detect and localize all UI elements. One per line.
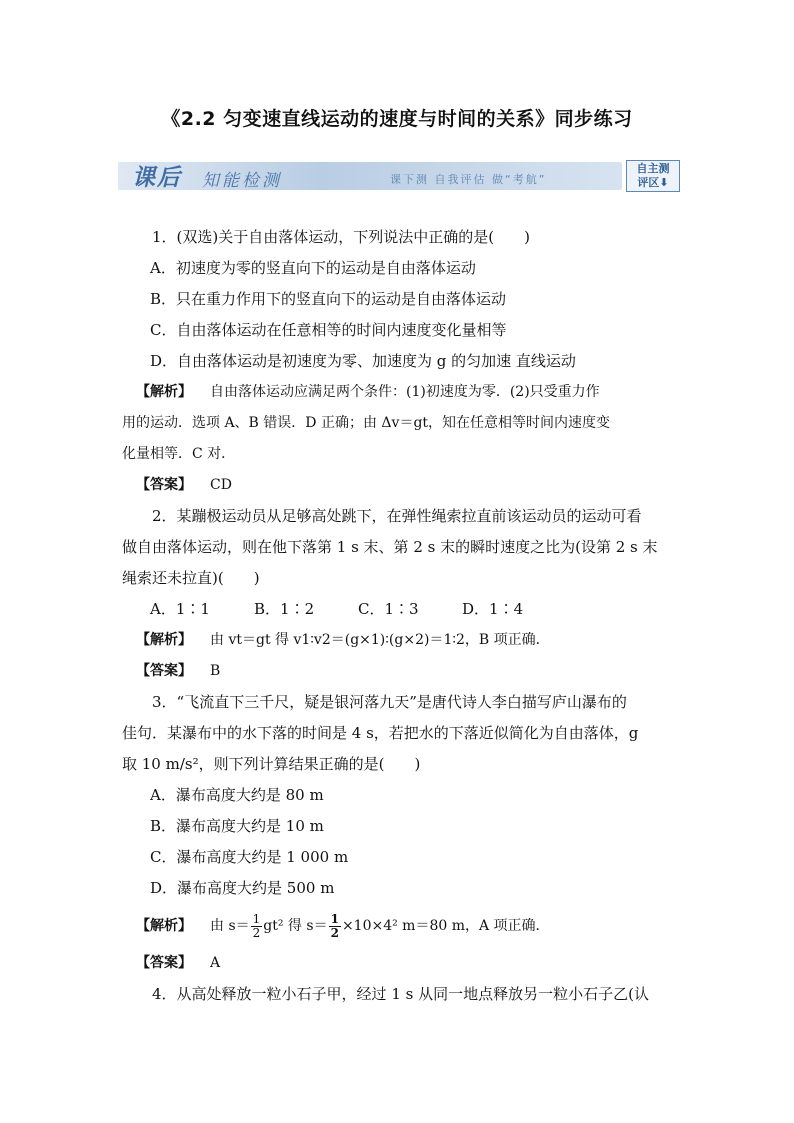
analysis-label: 【解析】 bbox=[136, 918, 192, 934]
answer-label: 【答案】 bbox=[136, 477, 192, 493]
q2-stem-line-3: 绳索还未拉直)( ) bbox=[122, 569, 260, 587]
q3-stem-line-2: 佳句．某瀑布中的水下落的时间是 4 s，若把水的下落近似简化为自由落体，g bbox=[122, 724, 639, 742]
q1-stem: 1．(双选)关于自由落体运动，下列说法中正确的是( ) bbox=[152, 228, 530, 246]
q1-option-c: C．自由落体运动在任意相等的时间内速度变化量相等 bbox=[150, 321, 507, 339]
badge-line-1: 自主测 bbox=[636, 162, 670, 175]
q3-stem-line-1: 3．“飞流直下三千尺，疑是银河落九天”是唐代诗人李白描写庐山瀑布的 bbox=[152, 693, 627, 711]
answer-label: 【答案】 bbox=[136, 663, 192, 679]
page-title: 《2.2 匀变速直线运动的速度与时间的关系》同步练习 bbox=[161, 108, 633, 130]
q1-option-d: D．自由落体运动是初速度为零、加速度为 g 的匀加速 直线运动 bbox=[150, 352, 576, 370]
q3-option-a: A．瀑布高度大约是 80 m bbox=[150, 786, 324, 804]
q2-option-c: C．1∶3 bbox=[358, 600, 419, 618]
q2-stem-line-1: 2．某蹦极运动员从足够高处跳下，在弹性绳索拉直前该运动员的运动可看 bbox=[152, 507, 642, 525]
banner-main-text: 课后 bbox=[132, 164, 182, 191]
q1-option-b: B．只在重力作用下的竖直向下的运动是自由落体运动 bbox=[150, 290, 507, 308]
q3-analysis: 【解析】 由 s＝ $\frac{1}{2}$ gt² 得 s＝ $\frac{1}{2}$ ×10×4² m＝80 m，A 项正确． bbox=[136, 911, 550, 940]
q1-option-a: A．初速度为零的竖直向下的运动是自由落体运动 bbox=[150, 259, 476, 277]
q3-option-d: D．瀑布高度大约是 500 m bbox=[150, 879, 335, 897]
q3-option-c: C．瀑布高度大约是 1 000 m bbox=[150, 848, 349, 866]
q2-option-d: D．1∶4 bbox=[462, 600, 524, 618]
q2-stem-line-2: 做自由落体运动，则在他下落第 1 s 末、第 2 s 末的瞬时速度之比为(设第 2 s 末 bbox=[122, 538, 658, 556]
q2-analysis: 【解析】 由 vt＝gt 得 v1∶v2＝(g×1)∶(g×2)＝1∶2，B 项正确． bbox=[136, 632, 550, 648]
answer-label: 【答案】 bbox=[136, 955, 192, 971]
q1-answer: 【答案】 CD bbox=[136, 477, 232, 493]
q2-option-b: B．1∶2 bbox=[254, 600, 315, 618]
q3-stem-line-3: 取 10 m/s²，则下列计算结果正确的是( ) bbox=[122, 755, 421, 773]
fraction-one-half: $\frac{1}{2}$ bbox=[252, 911, 261, 940]
arrow-down-icon: ⬇ bbox=[659, 176, 669, 189]
section-banner bbox=[118, 158, 680, 194]
q4-stem-line-1: 4．从高处释放一粒小石子甲，经过 1 s 从同一地点释放另一粒小石子乙(认 bbox=[152, 985, 649, 1003]
fraction-one-half-bold: $\frac{1}{2}$ bbox=[330, 911, 339, 940]
q2-options bbox=[122, 594, 678, 625]
q3-answer: 【答案】 A bbox=[136, 955, 221, 971]
badge-line-2: 评区⬇ bbox=[637, 176, 669, 189]
q1-analysis-cont-2: 化量相等．C 对． bbox=[122, 446, 236, 462]
q2-answer: 【答案】 B bbox=[136, 663, 221, 679]
banner-bar bbox=[118, 162, 622, 190]
banner-sub-text: 知能检测 bbox=[202, 171, 282, 191]
document-body bbox=[122, 222, 678, 1010]
q3-option-b: B．瀑布高度大约是 10 m bbox=[150, 817, 324, 835]
q1-analysis: 【解析】 自由落体运动应满足两个条件：(1)初速度为零．(2)只受重力作 bbox=[136, 384, 600, 400]
q2-option-a: A．1∶1 bbox=[150, 600, 210, 618]
analysis-label: 【解析】 bbox=[136, 384, 192, 400]
banner-badge bbox=[626, 160, 680, 192]
analysis-label: 【解析】 bbox=[136, 632, 192, 648]
q1-analysis-cont-1: 用的运动．选项 A、B 错误．D 正确；由 Δv＝gt，知在任意相等时间内速度变 bbox=[122, 415, 611, 431]
banner-slogan: 课下测 自我评估 做“考航” bbox=[390, 173, 547, 186]
